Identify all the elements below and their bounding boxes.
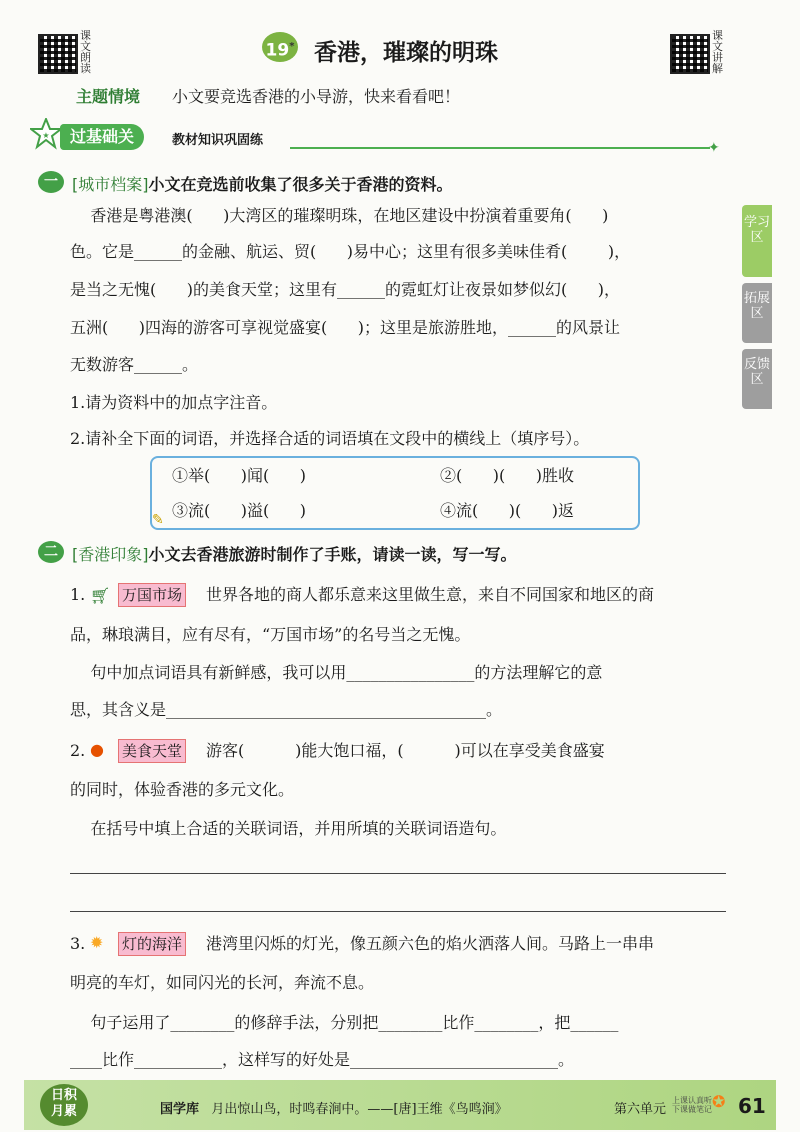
star-badge-icon <box>30 118 62 150</box>
item3-line-1: 港湾里闪烁的灯光，像五颜六色的焰火洒落人间。马路上一串串 <box>206 934 655 953</box>
burger-icon: ● <box>90 740 104 759</box>
section-banner: 过基础关 <box>60 124 144 150</box>
item1-line-3: 句中加点词语具有新鲜感，我可以用________________的方法理解它的意 <box>70 663 603 682</box>
item3-line-4: ____比作___________，这样写的好处是__________________________。 <box>70 1050 575 1069</box>
item3-number: 3. <box>70 934 86 953</box>
section1-heading: [城市档案]小文在竞选前收集了很多关于香港的资料。 <box>72 175 453 194</box>
word-box-item-1: ①举( )闻( ) <box>172 466 307 485</box>
section2-heading: [香港印象]小文去香港旅游时制作了手账，请读一读，写一写。 <box>72 545 517 564</box>
item1-line-4: 思，其含义是________________________________________。 <box>70 700 503 719</box>
item1-line-1: 世界各地的商人都乐意来这里做生意，来自不同国家和地区的商 <box>206 585 655 604</box>
section1-badge: 一 <box>38 171 64 193</box>
footer-quote: 国学库 月出惊山鸟，时鸣春涧中。——[唐]王维《鸟鸣涧》 <box>160 1102 508 1117</box>
theme-text: 小文要竞选香港的小导游，快来看看吧！ <box>172 87 461 106</box>
unit-label: 第六单元 <box>614 1102 667 1117</box>
qr-right-label: 课文讲解 <box>712 29 723 75</box>
banner-subtitle: 教材知识巩固练 <box>172 133 264 148</box>
item3-line-2: 明亮的车灯，如同闪光的长河，奔流不息。 <box>70 973 375 992</box>
footer-tip: 上课认真听 下课做笔记 <box>672 1096 712 1114</box>
qr-code-left[interactable] <box>38 34 78 74</box>
s1-question-2: 2.请补全下面的词语，并选择合适的词语填在文段中的横线上（填序号）。 <box>70 429 590 448</box>
item2-line-1: 游客( )能大饱口福，( )可以在享受美食盛宴 <box>206 741 605 760</box>
star-icon: ✦ <box>708 140 720 156</box>
s1-line-2: 色。它是______的金融、航运、贸( )易中心；这里有很多美味佳肴( )， <box>70 242 631 261</box>
qr-left-label: 课文朗读 <box>80 29 91 75</box>
side-tab-feedback[interactable]: 反馈区 <box>742 349 772 409</box>
answer-line-1[interactable] <box>70 873 726 874</box>
pencil-icon: ✎ <box>152 512 164 528</box>
s1-line-1: 香港是粤港澳( )大湾区的璀璨明珠，在地区建设中扮演着重要角( ) <box>70 206 609 225</box>
word-box-item-4: ④流( )( )返 <box>440 501 575 520</box>
item1-number: 1. <box>70 585 86 604</box>
word-box-item-2: ②( )( )胜收 <box>440 466 575 485</box>
word-box-item-3: ③流( )溢( ) <box>172 501 307 520</box>
item3-line-3: 句子运用了________的修辞手法，分别把________比作________，把______ <box>70 1013 619 1032</box>
page-number: 61 <box>738 1094 766 1118</box>
answer-line-2[interactable] <box>70 911 726 912</box>
side-tab-extend[interactable]: 拓展区 <box>742 283 772 343</box>
footer-badge: 日积 月累 <box>40 1084 88 1126</box>
theme-label: 主题情境 <box>76 87 141 106</box>
item1-line-2: 品，琳琅满目，应有尽有，“万国市场”的名号当之无愧。 <box>70 625 471 644</box>
svg-text:★: ★ <box>42 131 50 140</box>
qr-code-right[interactable] <box>670 34 710 74</box>
item2-number: 2. <box>70 741 86 760</box>
s1-line-4: 五洲( )四海的游客可享视觉盛宴( )；这里是旅游胜地，______的风景让 <box>70 318 621 337</box>
s1-question-1: 1.请为资料中的加点字注音。 <box>70 393 278 412</box>
item2-line-3: 在括号中填上合适的关联词语，并用所填的关联词语造句。 <box>70 819 507 838</box>
mascot-icon: ✪ <box>712 1092 726 1111</box>
item2-line-2: 的同时，体验香港的多元文化。 <box>70 780 295 799</box>
s1-line-5: 无数游客______。 <box>70 355 199 374</box>
item2-tag: 美食天堂 <box>118 739 186 763</box>
item3-tag: 灯的海洋 <box>118 932 186 956</box>
light-bulb-icon: ✹ <box>90 933 104 952</box>
section2-badge: 二 <box>38 541 64 563</box>
banner-divider <box>290 147 710 149</box>
side-tab-study[interactable]: 学习区 <box>742 205 772 277</box>
s1-line-3: 是当之无愧( )的美食天堂；这里有______的霓虹灯让夜景如梦似幻( )， <box>70 280 621 299</box>
item1-tag: 万国市场 <box>118 583 186 607</box>
page-title: 香港，璀璨的明珠 <box>314 40 498 66</box>
shopping-cart-icon: 🛒︎ <box>90 586 111 605</box>
lesson-number: 19* <box>262 32 298 62</box>
